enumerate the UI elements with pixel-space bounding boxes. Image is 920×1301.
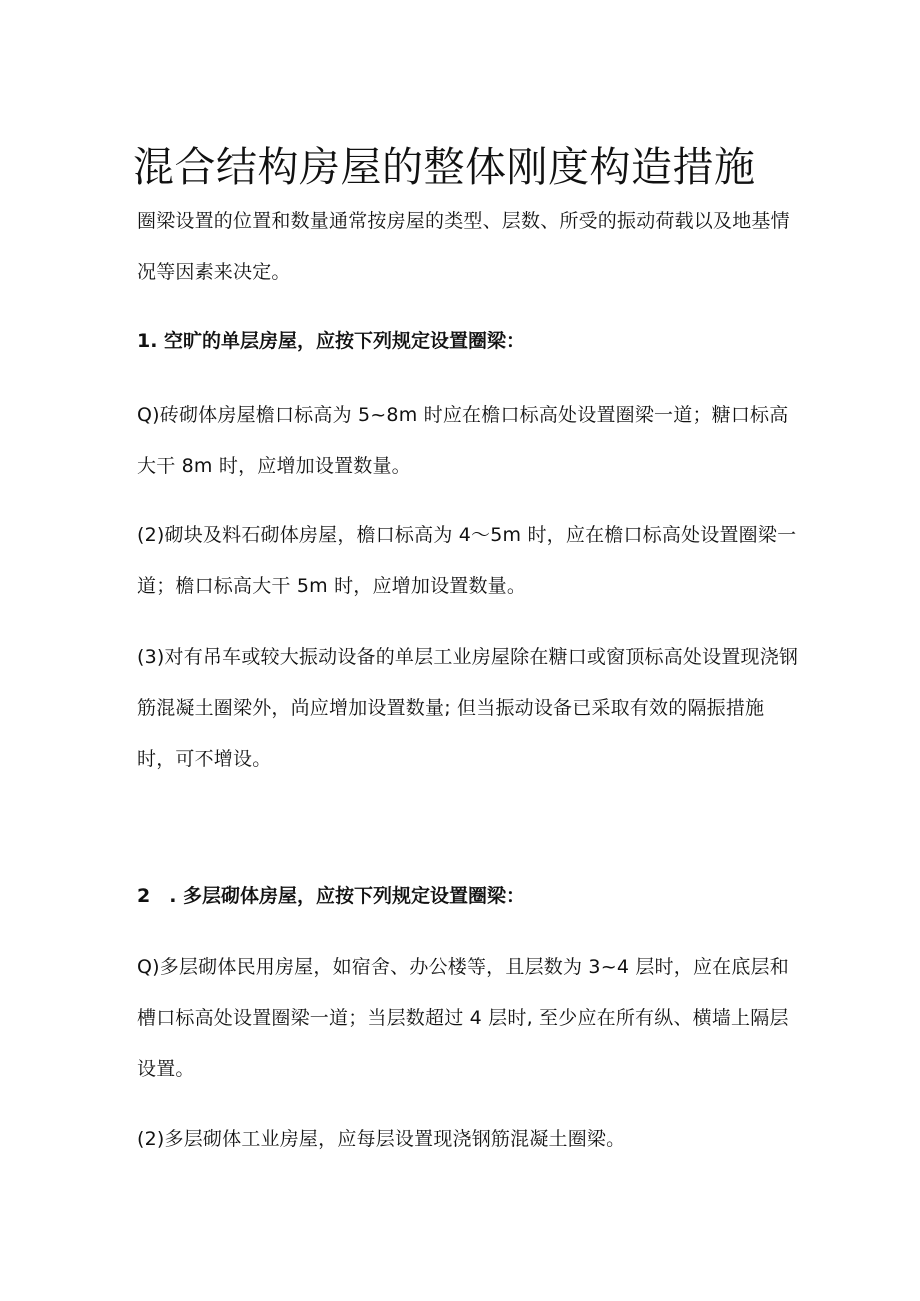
section-2-item-2: (2)多层砌体工业房屋，应每层设置现浇钢筋混凝土圈梁。 — [137, 1128, 626, 1150]
section-2-heading: 2 . 多层砌体房屋，应按下列规定设置圈梁： — [137, 885, 526, 907]
section-1-heading: 1. 空旷的单层房屋，应按下列规定设置圈梁： — [137, 330, 526, 352]
section-1-item-2: (2)砌块及料石砌体房屋，檐口标高为 4～5m 时，应在檐口标高处设置圈梁一道；檐口标高大干 5m 时，应增加设置数量。 — [137, 524, 797, 597]
section-1-item-3: (3)对有吊车或较大振动设备的单层工业房屋除在糖口或窗顶标高处设置现浇钢筋混凝土圈梁外，尚应增加设置数量; 但当振动设备已采取有效的隔振措施时，可不增设。 — [137, 646, 799, 770]
section-1-item-1: Q)砖砌体房屋檐口标高为 5~8m 时应在檐口标高处设置圈梁一道；糖口标高大干 8m 时，应增加设置数量。 — [137, 404, 789, 477]
section-2-item-1: Q)多层砌体民用房屋，如宿舍、办公楼等，且层数为 3~4 层时，应在底层和槽口标高处设置圈梁一道；当层数超过 4 层时, 至少应在所有纵、横墙上隔层设置。 — [137, 956, 789, 1080]
document-title: 混合结构房屋的整体刚度构造措施 — [133, 143, 756, 192]
intro-paragraph: 圈梁设置的位置和数量通常按房屋的类型、层数、所受的振动荷载以及地基情况等因素来决定。 — [137, 210, 790, 283]
